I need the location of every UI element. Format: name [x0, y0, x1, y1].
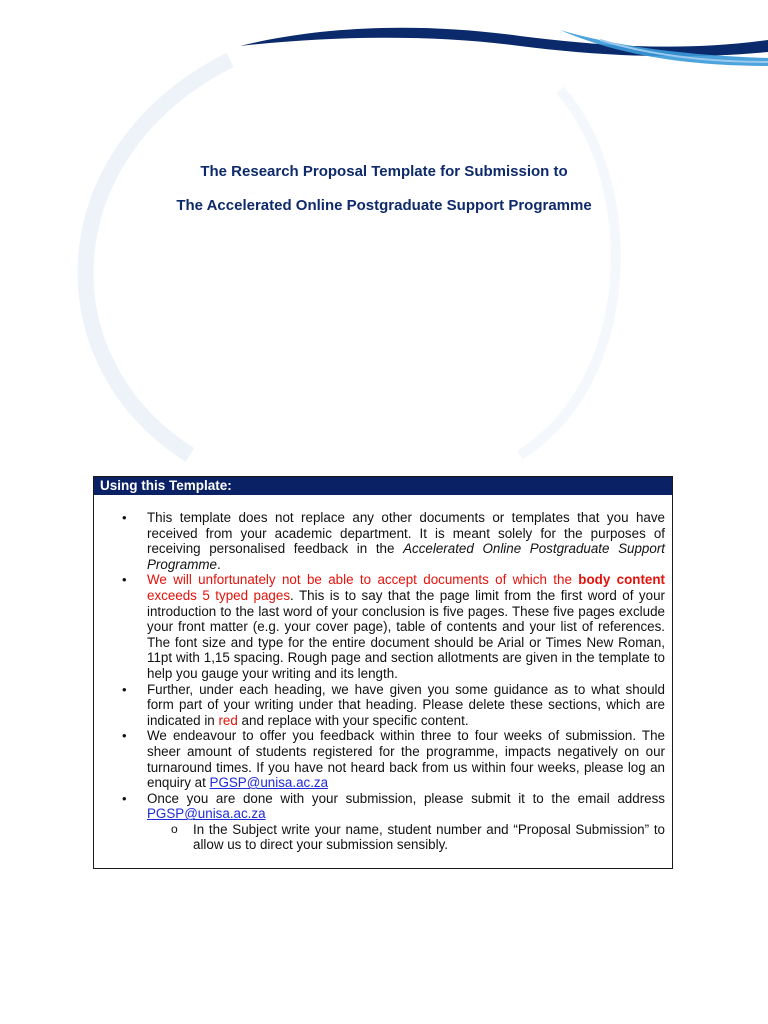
page-limit-warning: We will unfortunately not be able to accept documents of which the — [147, 572, 579, 588]
item-text: We endeavour to offer you feedback within three to four weeks of submission. The sheer amount of students registered for the programme, impacts negatively on our turnaround times. If you have not heard back from us within four weeks, please log an enquiry at — [147, 728, 665, 791]
list-item — [116, 510, 665, 572]
sub-list-item — [147, 822, 665, 853]
sub-item-text: In the Subject write your name, student number and “Proposal Submission” to allow us to direct your submission sensibly. — [193, 821, 665, 853]
item-text: This template does not replace any other documents or templates that you have received from your academic department. It is meant solely for the purposes of receiving personalised feedback in the — [147, 510, 665, 557]
sub-bullet-icon: o — [171, 821, 178, 836]
bullet-icon: • — [122, 510, 127, 525]
item-text: Once you are done with your submission, please submit it to the email address — [147, 790, 665, 806]
bullet-icon: • — [122, 572, 127, 588]
sub-list — [147, 822, 665, 853]
item-text: Further, under each heading, we have given you some guidance as to what should form part of your writing under that heading. Please delete these sections, which are indicated in — [147, 681, 665, 728]
decorative-arc — [86, 60, 230, 455]
page-limit-warning-end: exceeds 5 typed pages — [147, 587, 291, 603]
instructions-body — [94, 495, 672, 853]
item-text-end: . — [216, 556, 221, 572]
list-item — [116, 791, 665, 853]
email-link[interactable]: PGSP@unisa.ac.za — [147, 806, 266, 822]
list-item — [116, 572, 665, 681]
bullet-icon: • — [122, 790, 127, 806]
email-link[interactable]: PGSP@unisa.ac.za — [209, 775, 329, 791]
item-text-end: and replace with your specific content. — [237, 712, 469, 728]
document-title-line-1: The Research Proposal Template for Submission to — [200, 163, 568, 180]
header-swoosh-dark — [240, 28, 768, 57]
list-item — [116, 682, 665, 729]
document-title-line-2: The Accelerated Online Postgraduate Support Programme — [176, 197, 592, 214]
instructions-list — [116, 510, 665, 853]
decorative-arc-right — [520, 90, 616, 455]
body-content-emphasis: body content — [578, 572, 665, 588]
item-text: . This is to say that the page limit from the first word of your introduction to the last word of your conclusion is five pages. These five pages exclude your front matter (e.g. your cover page), table of contents and your list of references. The font size and type for the entire document should be Arial or Times New Roman, 11pt with 1,15 spacing. Rough page and section allotments are given in the template to help you gauge your writing and its length. — [147, 587, 665, 681]
bullet-icon: • — [122, 681, 127, 697]
template-instructions-box — [93, 476, 673, 869]
red-word: red — [218, 712, 238, 728]
list-item — [116, 728, 665, 790]
bullet-icon: • — [122, 728, 127, 744]
instructions-header: Using this Template: — [94, 477, 672, 495]
programme-name: Accelerated Online Postgraduate Support Programme — [147, 541, 666, 572]
